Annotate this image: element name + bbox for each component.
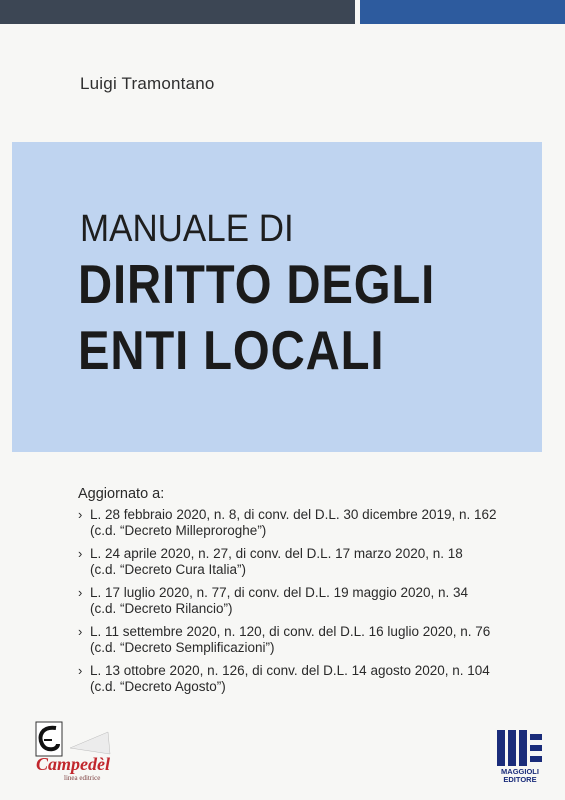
top-bar-dark <box>0 0 355 24</box>
maggioli-name: MAGGIOLI EDITORE <box>501 767 539 784</box>
chevron-right-icon: › <box>78 585 83 600</box>
updates-list <box>78 507 548 702</box>
updated-heading: Aggiornato a: <box>78 486 165 502</box>
update-law: L. 28 febbraio 2020, n. 8, di conv. del D.L. 30 dicembre 2019, n. 162 <box>90 507 497 522</box>
chevron-right-icon: › <box>78 624 83 639</box>
update-item <box>78 663 548 695</box>
update-item <box>78 507 548 539</box>
title-line-2: DIRITTO DEGLI <box>78 253 436 315</box>
author-name: Luigi Tramontano <box>80 74 215 93</box>
update-law: L. 17 luglio 2020, n. 77, di conv. del D.L. 19 maggio 2020, n. 34 <box>90 585 469 600</box>
chevron-right-icon: › <box>78 663 83 678</box>
title-line-3: ENTI LOCALI <box>78 319 385 381</box>
update-item <box>78 585 548 617</box>
title-line-1: MANUALE DI <box>80 208 294 250</box>
update-law: L. 11 settembre 2020, n. 120, di conv. del D.L. 16 luglio 2020, n. 76 <box>90 624 491 639</box>
update-law: L. 13 ottobre 2020, n. 126, di conv. del D.L. 14 agosto 2020, n. 104 <box>90 663 490 678</box>
update-note: (c.d. “Decreto Agosto”) <box>90 679 226 694</box>
top-bar-blue <box>360 0 565 24</box>
update-item <box>78 624 548 656</box>
update-note: (c.d. “Decreto Milleproroghe”) <box>90 523 267 538</box>
campedel-subtitle: linea editrice <box>64 774 101 782</box>
update-note: (c.d. “Decreto Semplificazioni”) <box>90 640 275 655</box>
chevron-right-icon: › <box>78 546 83 561</box>
update-item <box>78 546 548 578</box>
update-law: L. 24 aprile 2020, n. 27, di conv. del D.L. 17 marzo 2020, n. 18 <box>90 546 463 561</box>
chevron-right-icon: › <box>78 507 83 522</box>
campedel-name: Campedèl <box>36 754 110 774</box>
update-note: (c.d. “Decreto Cura Italia”) <box>90 562 247 577</box>
update-note: (c.d. “Decreto Rilancio”) <box>90 601 233 616</box>
